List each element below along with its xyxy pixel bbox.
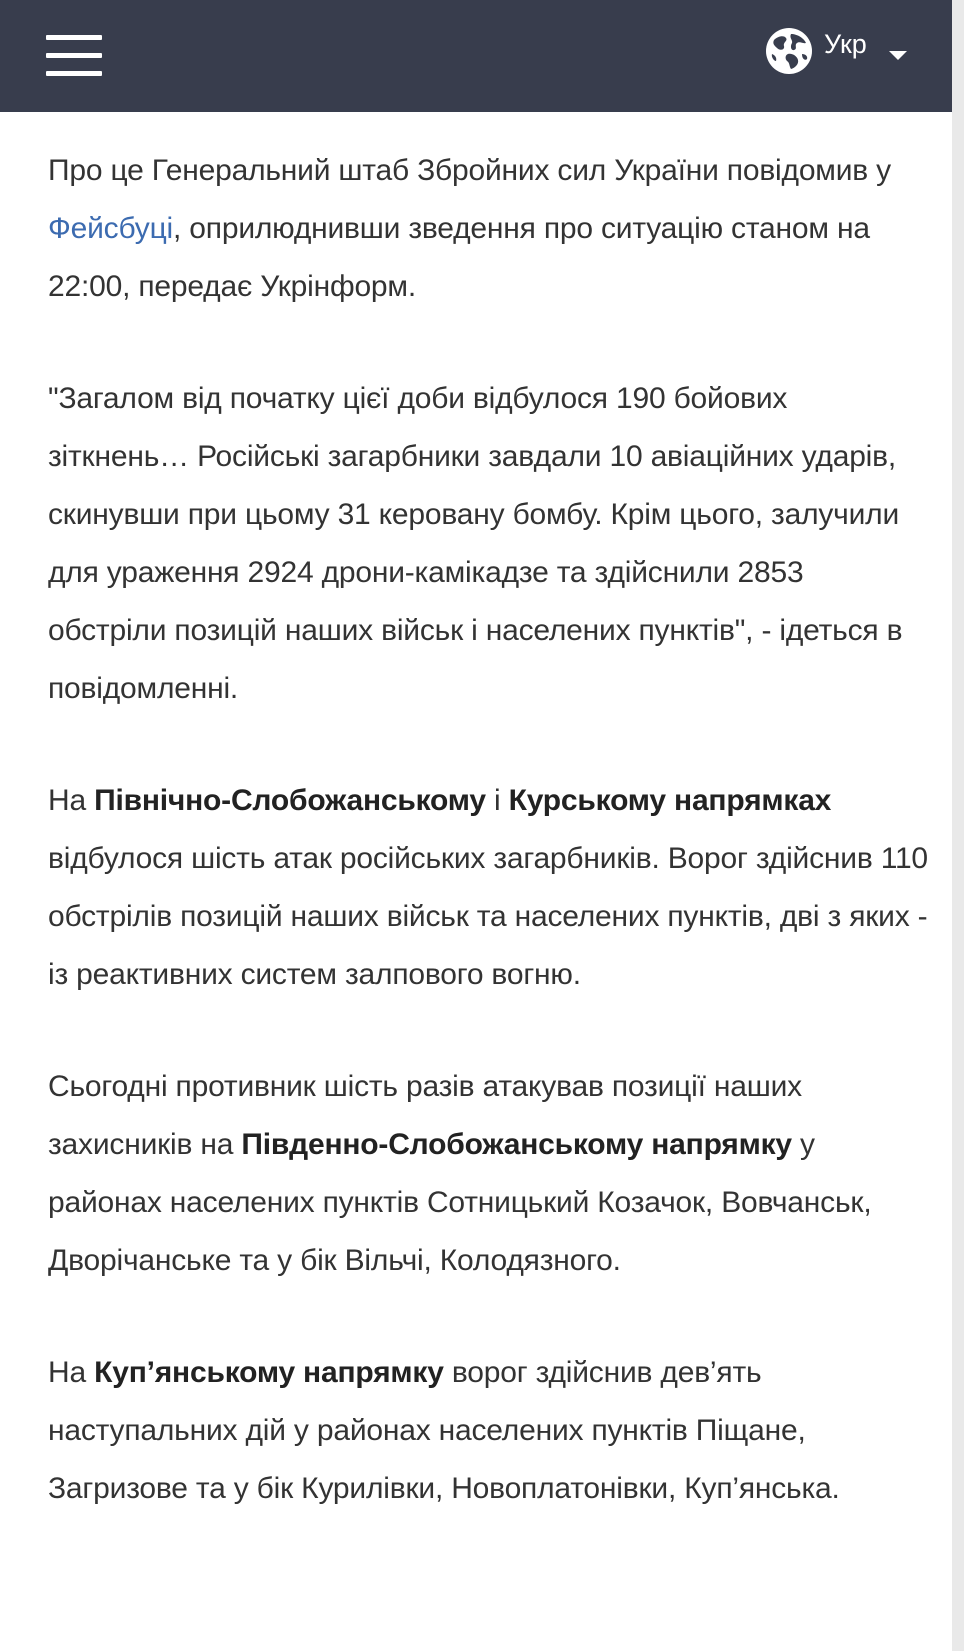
text-segment: у районах населених пунктів Сотницький Козачок, Вовчанськ, Дворічанське та у бік Вільчі, Колодязного. [48,1128,872,1277]
hamburger-menu-icon[interactable] [46,33,102,79]
scrollbar-track[interactable] [952,0,964,1651]
bold-direction: Північно-Слобожанському [94,784,486,817]
facebook-link[interactable]: Фейсбуці [48,212,174,245]
bold-direction: Південно-Слобожанському напрямку [241,1128,792,1161]
text-segment: На [48,1356,95,1389]
text-segment: "Загалом від початку цієї доби відбулося 190 бойових зіткнень… Російські загарбники завдали 10 авіаційних ударів, скинувши при цьому 31 керовану бомбу. Крім цього, залучили для ураження 2924 дрони-камікадзе та здійснили 2853 обстріли позицій наших військ і населених пунктів", - ідеться в повідомленні. [48,382,903,705]
menu-line [46,35,102,40]
globe-icon [764,26,814,76]
text-segment: На [48,784,95,817]
paragraph-south-slobozhansky [48,1058,928,1290]
language-label[interactable]: Укр [824,28,867,59]
language-selector[interactable] [764,24,907,78]
bold-direction: Курському напрямках [508,784,832,817]
text-segment: , оприлюднивши зведення про ситуацію станом на 22:00, передає Укрінформ. [48,212,870,303]
bold-direction: Куп’янському напрямку [94,1356,444,1389]
text-segment: Сьогодні противник шість разів атакував позиції наших захисників на [48,1070,802,1161]
text-segment: ворог здійснив дев’ять наступальних дій у районах населених пунктів Піщане, Загризове та у бік Курилівки, Новоплатонівки, Куп’янська. [48,1356,840,1505]
menu-line [46,53,102,58]
paragraph-kupiansk [48,1344,928,1518]
caret-down-icon[interactable] [889,51,907,60]
text-segment: і [485,784,509,817]
text-segment: відбулося шість атак російських загарбників. Ворог здійснив 110 обстрілів позицій наших військ та населених пунктів, дві з яких - із реактивних систем залпового вогню. [48,842,928,991]
top-navigation-bar [0,0,952,112]
text-segment: Про це Генеральний штаб Збройних сил України повідомив у [48,154,891,187]
article-body [48,142,928,1572]
menu-line [46,71,102,76]
paragraph-north-slobozhansky [48,772,928,1004]
paragraph-intro [48,142,928,316]
paragraph-quote [48,370,928,718]
